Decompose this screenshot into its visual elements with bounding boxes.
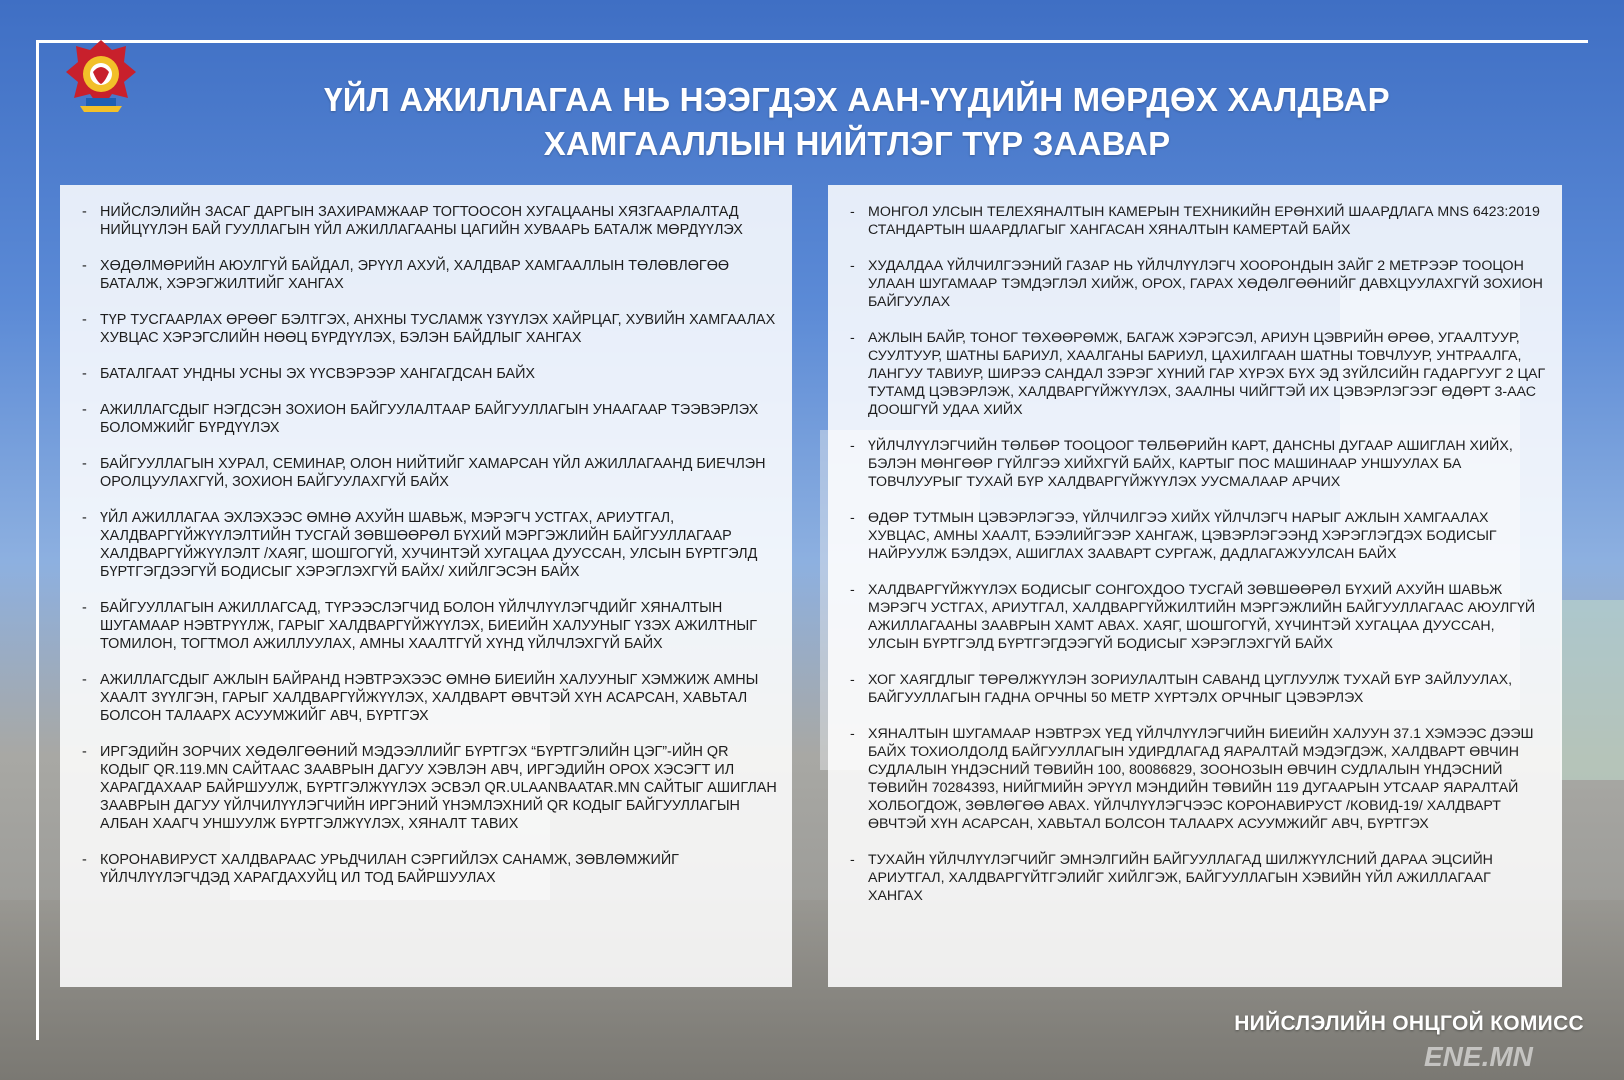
list-item xyxy=(850,725,1548,833)
right-instructions-panel xyxy=(828,185,1562,987)
list-marker: - xyxy=(850,672,855,688)
list-item xyxy=(82,599,778,653)
list-item xyxy=(850,581,1548,653)
list-item xyxy=(82,851,778,887)
list-item xyxy=(82,401,778,437)
list-item-text: ХОГ ХАЯГДЛЫГ ТӨРӨЛЖҮҮЛЭН ЗОРИУЛАЛТЫН САВАНД ЦУГЛУУЛЖ ТУХАЙ БҮР ЗАЙЛУУЛАХ, БАЙГУУЛЛАГЫН ГАДНА ОРЧНЫ 50 МЕТР ХҮРТЭЛХ ОРЧНЫГ ЦЭВЭРЛЭХ xyxy=(868,672,1513,706)
list-item-text: МОНГОЛ УЛСЫН ТЕЛЕХЯНАЛТЫН КАМЕРЫН ТЕХНИКИЙН ЕРӨНХИЙ ШААРДЛАГА MNS 6423:2019 СТАНДАРТЫН ШААРДЛАГЫГ ХАНГАСАН ХЯНАЛТЫН КАМЕРТАЙ БАЙХ xyxy=(868,204,1540,238)
list-item-text: БАЙГУУЛЛАГЫН ХУРАЛ, СЕМИНАР, ОЛОН НИЙТИЙГ ХАМАРСАН ҮЙЛ АЖИЛЛАГААНД БИЕЧЛЭН ОРОЛЦУУЛАХГҮЙ, ЗОХИОН БАЙГУУЛАХГҮЙ БАЙХ xyxy=(100,456,766,490)
list-item-text: КОРОНАВИРУСТ ХАЛДВАРААС УРЬДЧИЛАН СЭРГИЙЛЭХ САНАМЖ, ЗӨВЛӨМЖИЙГ ҮЙЛЧЛҮҮЛЭГЧДЭД ХАРАГДАХУЙЦ ИЛ ТОД БАЙРШУУЛАХ xyxy=(100,852,679,886)
list-item xyxy=(850,203,1548,239)
list-marker: - xyxy=(82,852,87,868)
list-item xyxy=(82,311,778,347)
title-line-1: ҮЙЛ АЖИЛЛАГАА НЬ НЭЭГДЭХ ААН-ҮҮДИЙН МӨРДӨХ ХАЛДВАР xyxy=(324,81,1390,118)
list-item-text: БАТАЛГААТ УНДНЫ УСНЫ ЭХ ҮҮСВЭРЭЭР ХАНГАГДСАН БАЙХ xyxy=(100,366,536,382)
background-building-far-right xyxy=(1560,600,1624,780)
list-marker: - xyxy=(850,330,855,346)
list-item xyxy=(850,329,1548,419)
list-item xyxy=(850,671,1548,707)
list-item-text: ҮЙЛ АЖИЛЛАГАА ЭХЛЭХЭЭС ӨМНӨ АХУЙН ШАВЬЖ, МЭРЭГЧ УСТГАХ, АРИУТГАЛ, ХАЛДВАРГҮЙЖҮҮЛЭЛТИЙН ТУСГАЙ ЗӨВШӨӨРӨЛ БҮХИЙ МЭРГЭЖЛИЙН БАЙГУУЛЛАГААР ХАЛДВАРГҮЙЖҮҮЛЭЛТ /ХАЯГ, ШОШГОГҮЙ, ХУЧИНТЭЙ ХУГАЦАА ДУУССАН, УЛСЫН БҮРТГЭЛД БҮРТГЭГДЭЭГҮЙ БОДИСЫГ ХЭРЭГЛЭХГҮЙ БАЙХ/ ХИЙЛГЭСЭН БАЙХ xyxy=(100,510,758,580)
list-item-text: ӨДӨР ТУТМЫН ЦЭВЭРЛЭГЭЭ, ҮЙЛЧИЛГЭЭ ХИЙХ ҮЙЛЧЛЭГЧ НАРЫГ АЖЛЫН ХАМГААЛАХ ХУВЦАС, АМНЫ ХААЛТ, БЭЭЛИЙГЭЭР ХАНГАЖ, ЦЭВЭРЛЭГЭЭНД ХЭРЭГЛЭГДЭХ БОДИСЫГ НАЙРУУЛЖ БЭЛДЭХ, АШИГЛАХ ЗААВАРТ СУРГАЖ, ДАДЛАГАЖУУЛСАН БАЙХ xyxy=(868,510,1497,562)
list-item-text: ИРГЭДИЙН ЗОРЧИХ ХӨДӨЛГӨӨНИЙ МЭДЭЭЛЛИЙГ БҮРТГЭХ “БҮРТГЭЛИЙН ЦЭГ”-ИЙН QR КОДЫГ QR.119.MN САЙТААС ЗААВРЫН ДАГУУ ХЭВЛЭН АВЧ, ИРГЭДИЙН ОРОХ ХЭСЭГТ ИЛ ХАРАГДАХААР БАЙРШУУЛЖ, БҮРТГЭЛЖҮҮЛЭХ ЭСВЭЛ QR.ULAANBAATAR.MN САЙТЫГ АШИГЛАН ЗААВРЫН ДАГУУ ҮЙЛЧИЛҮҮЛЭГЧИЙН ИРГЭНИЙ ҮНЭМЛЭХНИЙ QR КОДЫГ БАЙГУУЛЛАГЫН АЛБАН ХААГЧ УНШУУЛЖ БҮРТГЭЛЖҮҮЛЭХ, ХЯНАЛТ ТАВИХ xyxy=(100,744,777,832)
list-item-text: ХӨДӨЛМӨРИЙН АЮУЛГҮЙ БАЙДАЛ, ЭРҮҮЛ АХУЙ, ХАЛДВАР ХАМГААЛЛЫН ТӨЛӨВЛӨГӨӨ БАТАЛЖ, ХЭРЭГЖИЛТИЙГ ХАНГАХ xyxy=(100,258,730,292)
list-item-text: ХЯНАЛТЫН ШУГАМААР НЭВТРЭХ ҮЕД ҮЙЛЧЛҮҮЛЭГЧИЙН БИЕИЙН ХАЛУУН 37.1 ХЭМЭЭС ДЭЭШ БАЙХ ТОХИОЛДОЛД БАЙГУУЛЛАГЫН УДИРДЛАГАД ЯАРАЛТАЙ МЭДЭГДЭЖ, ХАЛДВАРТ ӨВЧИН СУДЛАЛЫН ҮНДЭСНИЙ ТӨВИЙН 100, 80086829, ЗООНОЗЫН ӨВЧИН СУДЛАЛЫН ҮНДЭСНИЙ ТӨВИЙН 70284393, НИЙГМИЙН ЭРҮҮЛ МЭНДИЙН ТӨВИЙН 119 ДУГААРЫН УТСААР ЯАРАЛТАЙ ХОЛБОГДОЖ, ЗӨВЛӨГӨӨ АВАХ. ҮЙЛЧЛҮҮЛЭГЧЭЭС КОРОНАВИРУСТ /КОВИД-19/ ХАЛДВАРТ ӨВЧТЭЙ ХҮН АСАРСАН, ХАВЬТАЛ БОЛСОН ТАЛААРХ АСУУМЖИЙГ АВЧ, БҮРТГЭХ xyxy=(868,726,1534,832)
list-item-text: ҮЙЛЧЛҮҮЛЭГЧИЙН ТӨЛБӨР ТООЦООГ ТӨЛБӨРИЙН КАРТ, ДАНСНЫ ДУГААР АШИГЛАН ХИЙХ, БЭЛЭН МӨНГӨӨР ГҮЙЛГЭЭ ХИЙХГҮЙ БАЙХ, КАРТЫГ ПОС МАШИНААР УНШУУЛАХ БА ТОВЧЛУУРЫГ ТУХАЙ БҮР ХАЛДВАРГҮЙЖҮҮЛЭХ УУСМАЛААР АРЧИХ xyxy=(868,438,1513,490)
list-item xyxy=(82,509,778,581)
list-marker: - xyxy=(850,582,855,598)
list-marker: - xyxy=(850,438,855,454)
footer-organization: НИЙСЛЭЛИЙН ОНЦГОЙ КОМИСС xyxy=(1234,1012,1584,1035)
list-item xyxy=(82,743,778,833)
left-instructions-panel xyxy=(60,185,792,987)
watermark-text: ENE.MN xyxy=(1424,1041,1533,1072)
list-marker: - xyxy=(850,510,855,526)
list-marker: - xyxy=(82,402,87,418)
list-marker: - xyxy=(82,456,87,472)
ulaanbaatar-coat-of-arms-icon xyxy=(60,36,142,118)
list-marker: - xyxy=(82,510,87,526)
list-marker: - xyxy=(82,744,87,760)
list-item xyxy=(850,437,1548,491)
ene-mn-watermark-logo-icon xyxy=(1424,1040,1608,1074)
list-marker: - xyxy=(82,312,87,328)
frame-line-left xyxy=(36,40,39,1040)
list-marker: - xyxy=(82,204,87,220)
list-item-text: АЖИЛЛАГСДЫГ НЭГДСЭН ЗОХИОН БАЙГУУЛАЛТААР БАЙГУУЛЛАГЫН УНААГААР ТЭЭВЭРЛЭХ БОЛОМЖИЙГ БҮРДҮҮЛЭХ xyxy=(100,402,759,436)
list-item-text: ТУХАЙН ҮЙЛЧЛҮҮЛЭГЧИЙГ ЭМНЭЛГИЙН БАЙГУУЛЛАГАД ШИЛЖҮҮЛСНИЙ ДАРАА ЭЦСИЙН АРИУТГАЛ, ХАЛДВАРГҮЙТГЭЛИЙГ ХИЙЛГЭЖ, БАЙГУУЛЛАГЫН ХЭВИЙН ҮЙЛ АЖИЛЛАГААГ ХАНГАХ xyxy=(868,852,1493,904)
list-item xyxy=(82,671,778,725)
list-item xyxy=(850,257,1548,311)
list-marker: - xyxy=(850,726,855,742)
list-marker: - xyxy=(850,204,855,220)
list-marker: - xyxy=(850,258,855,274)
list-item-text: ХУДАЛДАА ҮЙЛЧИЛГЭЭНИЙ ГАЗАР НЬ ҮЙЛЧЛҮҮЛЭГЧ ХООРОНДЫН ЗАЙГ 2 МЕТРЭЭР ТООЦОН УЛААН ШУГАМААР ТЭМДЭГЛЭЛ ХИЙЖ, ОРОХ, ГАРАХ ХӨДӨЛГӨӨНИЙГ ДАВХЦУУЛАХГҮЙ ЗОХИОН БАЙГУУЛАХ xyxy=(868,258,1543,310)
list-item xyxy=(82,365,778,383)
list-item-text: БАЙГУУЛЛАГЫН АЖИЛЛАГСАД, ТҮРЭЭСЛЭГЧИД БОЛОН ҮЙЛЧЛҮҮЛЭГЧДИЙГ ХЯНАЛТЫН ШУГАМААР НЭВТРҮҮЛЖ, ГАРЫГ ХАЛДВАРГҮЙЖҮҮЛЭХ, БИЕИЙН ХАЛУУНЫГ ҮЗЭХ АЖИЛТНЫГ ТОМИЛОН, ТОГТМОЛ АЖИЛЛУУЛАХ, АМНЫ ХААЛТГҮЙ ХҮНД ҮЙЛЧЛЭХГҮЙ БАЙХ xyxy=(100,600,758,652)
list-marker: - xyxy=(82,258,87,274)
list-item-text: АЖЛЫН БАЙР, ТОНОГ ТӨХӨӨРӨМЖ, БАГАЖ ХЭРЭГСЭЛ, АРИУН ЦЭВРИЙН ӨРӨӨ, УГААЛТУУР, СУУЛТУУР, ШАТНЫ БАРИУЛ, ХААЛГАНЫ БАРИУЛ, ЦАХИЛГААН ШАТНЫ ТОВЧЛУУР, УНТРААЛГА, ЛАНГУУ ТАВИУР, ШИРЭЭ САНДАЛ ЗЭРЭГ ХҮНИЙ ГАР ХҮРЭХ БҮХ ЭД ЗҮЙЛСИЙН ГАДАРГУУГ 2 ЦАГ ТУТАМД ЦЭВЭРЛЭЖ, ХАЛДВАРГҮЙЖҮҮЛЭХ, ЗААЛНЫ ЧИЙГТЭЙ ИХ ЦЭВЭРЛЭГЭЭГ ӨДӨРТ 3-ААС ДООШГҮЙ УДАА ХИЙХ xyxy=(868,330,1546,418)
list-item-text: НИЙСЛЭЛИЙН ЗАСАГ ДАРГЫН ЗАХИРАМЖААР ТОГТООСОН ХУГАЦААНЫ ХЯЗГААРЛАЛТАД НИЙЦҮҮЛЭН БАЙ ГУУЛЛАГЫН ҮЙЛ АЖИЛЛАГААНЫ ЦАГИЙН ХУВААРЬ БАТАЛЖ МӨРДҮҮЛЭХ xyxy=(100,204,743,238)
list-marker: - xyxy=(82,366,87,382)
list-marker: - xyxy=(850,852,855,868)
list-marker: - xyxy=(82,600,87,616)
list-item xyxy=(82,203,778,239)
list-item xyxy=(850,851,1548,905)
list-item xyxy=(82,257,778,293)
list-item xyxy=(82,455,778,491)
list-item-text: ХАЛДВАРГҮЙЖҮҮЛЭХ БОДИСЫГ СОНГОХДОО ТУСГАЙ ЗӨВШӨӨРӨЛ БҮХИЙ АХУЙН ШАВЬЖ МЭРЭГЧ УСТГАХ, АРИУТГАЛ, ХАЛДВАРГҮЙЖИЛТИЙН МЭРГЭЖЛИЙН БАЙГУУЛЛАГААС АЮУЛГҮЙ АЖИЛЛАГААНЫ ЗААВРЫН ХАМТ АВАХ. ХАЯГ, ШОШГОГҮЙ, ХҮЧИНТЭЙ ХУГАЦАА ДУУССАН, УЛСЫН БҮРТГЭЛД БҮРТГЭГДЭЭГҮЙ БОДИСЫГ ХЭРЭГЛЭХГҮЙ БАЙХ xyxy=(868,582,1536,652)
list-item xyxy=(850,509,1548,563)
page-title xyxy=(150,78,1564,166)
list-marker: - xyxy=(82,672,87,688)
list-item-text: АЖИЛЛАГСДЫГ АЖЛЫН БАЙРАНД НЭВТРЭХЭЭС ӨМНӨ БИЕИЙН ХАЛУУНЫГ ХЭМЖИЖ АМНЫ ХААЛТ ЗҮҮЛГЭН, ГАРЫГ ХАЛДВАРГҮЙЖҮҮЛЭХ, ХАЛДВАРТ ӨВЧТЭЙ ХҮН АСАРСАН, ХАВЬТАЛ БОЛСОН ТАЛААРХ АСУУМЖИЙГ АВЧ, БҮРТГЭХ xyxy=(100,672,759,724)
title-line-2: ХАМГААЛЛЫН НИЙТЛЭГ ТҮР ЗААВАР xyxy=(543,125,1171,162)
frame-line-top xyxy=(36,40,1588,43)
list-item-text: ТҮР ТУСГААРЛАХ ӨРӨӨГ БЭЛТГЭХ, АНХНЫ ТУСЛАМЖ ҮЗҮҮЛЭХ ХАЙРЦАГ, ХУВИЙН ХАМГААЛАХ ХУВЦАС ХЭРЭГСЛИЙН НӨӨЦ БҮРДҮҮЛЭХ, БЭЛЭН БАЙДЛЫГ ХАНГАХ xyxy=(100,312,776,346)
